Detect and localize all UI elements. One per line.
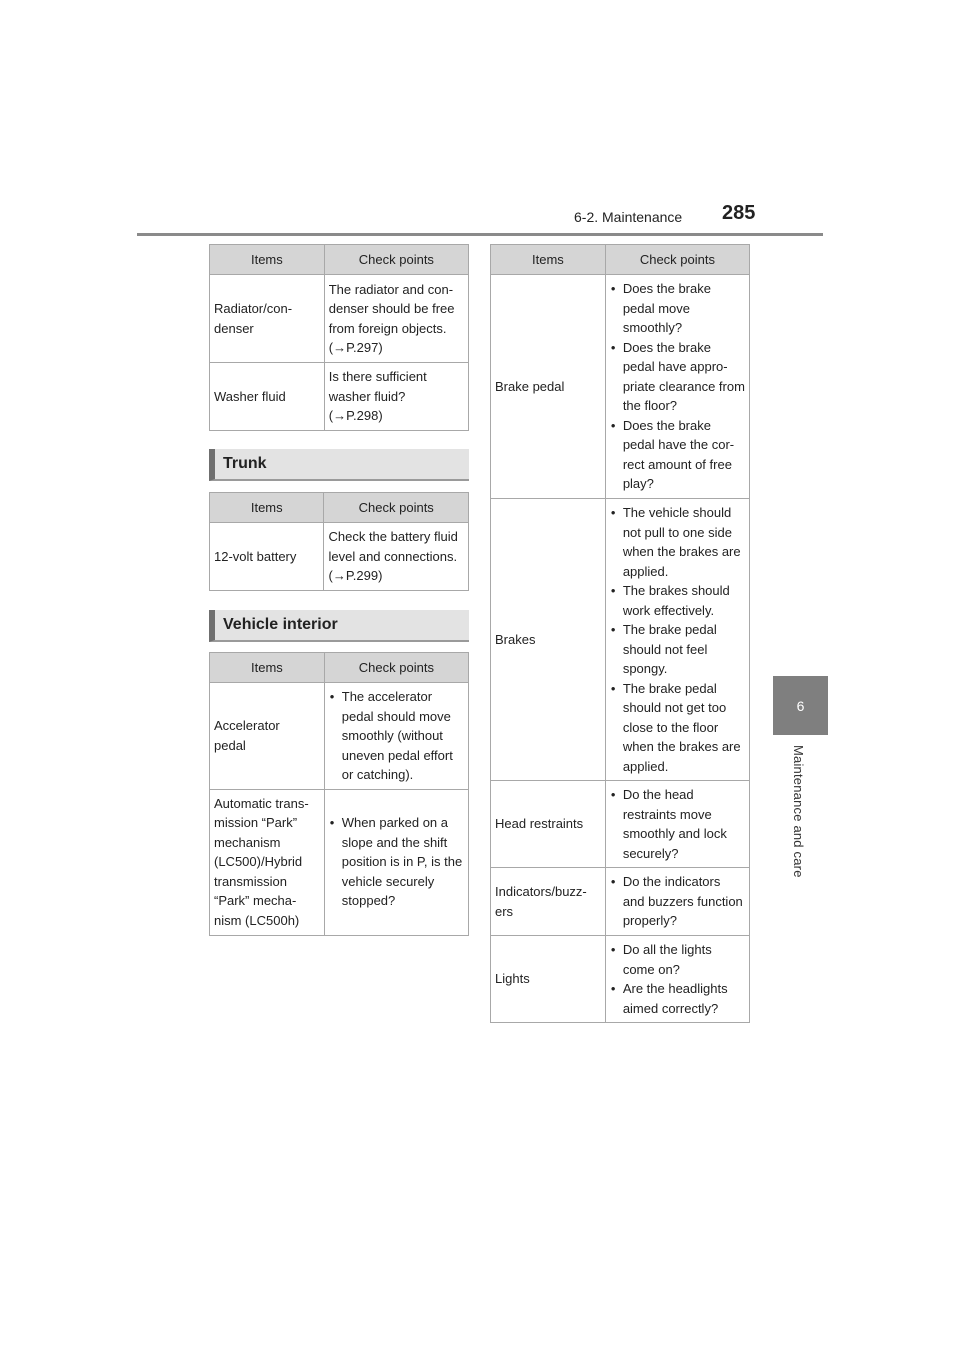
header-rule [137, 233, 823, 236]
item-cell: Lights [491, 936, 606, 1023]
check-points-list [610, 503, 745, 776]
check-cell [605, 781, 749, 868]
table-row [210, 683, 469, 790]
check-cell: Is there sufficient washer fluid? (→P.298) [324, 363, 468, 431]
check-cell [324, 789, 468, 935]
list-item: • The brake pedal should not feel spongy. [610, 620, 745, 679]
list-item: • Do all the lights come on? [610, 940, 745, 979]
item-cell: 12-volt battery [210, 523, 324, 591]
col-header-check-points: Check points [605, 245, 749, 275]
item-cell: Radiator/con- denser [210, 275, 325, 363]
list-item: • The brake pedal should not get too close to the floor when the brakes are applied. [610, 679, 745, 777]
list-item: • Do the indicators and buzzers function properly? [610, 872, 745, 931]
table-row [491, 936, 750, 1023]
item-cell: Brake pedal [491, 275, 606, 499]
list-item: • Does the brake pedal have the cor- rect amount of free play? [610, 416, 745, 494]
item-cell: Accelerator pedal [210, 683, 325, 790]
table-engine-compartment [209, 244, 469, 431]
item-cell: Automatic trans- mission “Park” mechanism (LC500)/Hybrid transmission “Park” mecha- nism (LC500h) [210, 789, 325, 935]
list-item: • The accelerator pedal should move smoothly (without uneven pedal effort or catching). [329, 687, 464, 785]
page-number: 285 [722, 202, 756, 224]
check-cell: Check the battery fluid level and connections. (→P.299) [324, 523, 469, 591]
col-header-items: Items [210, 493, 324, 523]
check-points-list [329, 687, 464, 785]
chapter-label: Maintenance and care [791, 745, 806, 878]
col-header-check-points: Check points [324, 493, 469, 523]
check-points-list [610, 872, 745, 931]
table-row [491, 868, 750, 936]
table-row [210, 363, 469, 431]
check-points-list [610, 279, 745, 494]
section-title: 6-2. Maintenance [574, 209, 683, 225]
check-points-list [329, 813, 464, 911]
item-cell: Washer fluid [210, 363, 325, 431]
list-item: • The vehicle should not pull to one side when the brakes are applied. [610, 503, 745, 581]
table-row [210, 275, 469, 363]
section-heading-vehicle-interior: Vehicle interior [209, 610, 469, 642]
table-vehicle-interior [209, 652, 469, 936]
list-item: • Are the headlights aimed correctly? [610, 979, 745, 1018]
list-item: • Does the brake pedal have appro- priate clearance from the floor? [610, 338, 745, 416]
item-cell: Brakes [491, 499, 606, 781]
check-cell [605, 868, 749, 936]
check-cell [605, 275, 749, 499]
check-cell: The radiator and con- denser should be free from foreign objects. (→P.297) [324, 275, 468, 363]
check-cell [605, 936, 749, 1023]
check-points-list [610, 785, 745, 863]
list-item: • When parked on a slope and the shift position is in P, is the vehicle securely stopped? [329, 813, 464, 911]
list-item: • The brakes should work effectively. [610, 581, 745, 620]
table-vehicle-interior-continued [490, 244, 750, 1023]
table-row [491, 499, 750, 781]
col-header-items: Items [491, 245, 606, 275]
item-cell: Head restraints [491, 781, 606, 868]
table-row [210, 523, 469, 591]
col-header-items: Items [210, 653, 325, 683]
list-item: • Does the brake pedal move smoothly? [610, 279, 745, 338]
col-header-check-points: Check points [324, 653, 468, 683]
col-header-check-points: Check points [324, 245, 468, 275]
list-item: • Do the head restraints move smoothly and lock securely? [610, 785, 745, 863]
table-trunk [209, 492, 469, 591]
section-heading-trunk: Trunk [209, 449, 469, 481]
table-row [210, 789, 469, 935]
check-cell [605, 499, 749, 781]
table-row [491, 275, 750, 499]
check-cell [324, 683, 468, 790]
chapter-tab[interactable] [773, 676, 828, 735]
col-header-items: Items [210, 245, 325, 275]
item-cell: Indicators/buzz- ers [491, 868, 606, 936]
check-points-list [610, 940, 745, 1018]
table-row [491, 781, 750, 868]
chapter-number: 6 [796, 697, 805, 714]
